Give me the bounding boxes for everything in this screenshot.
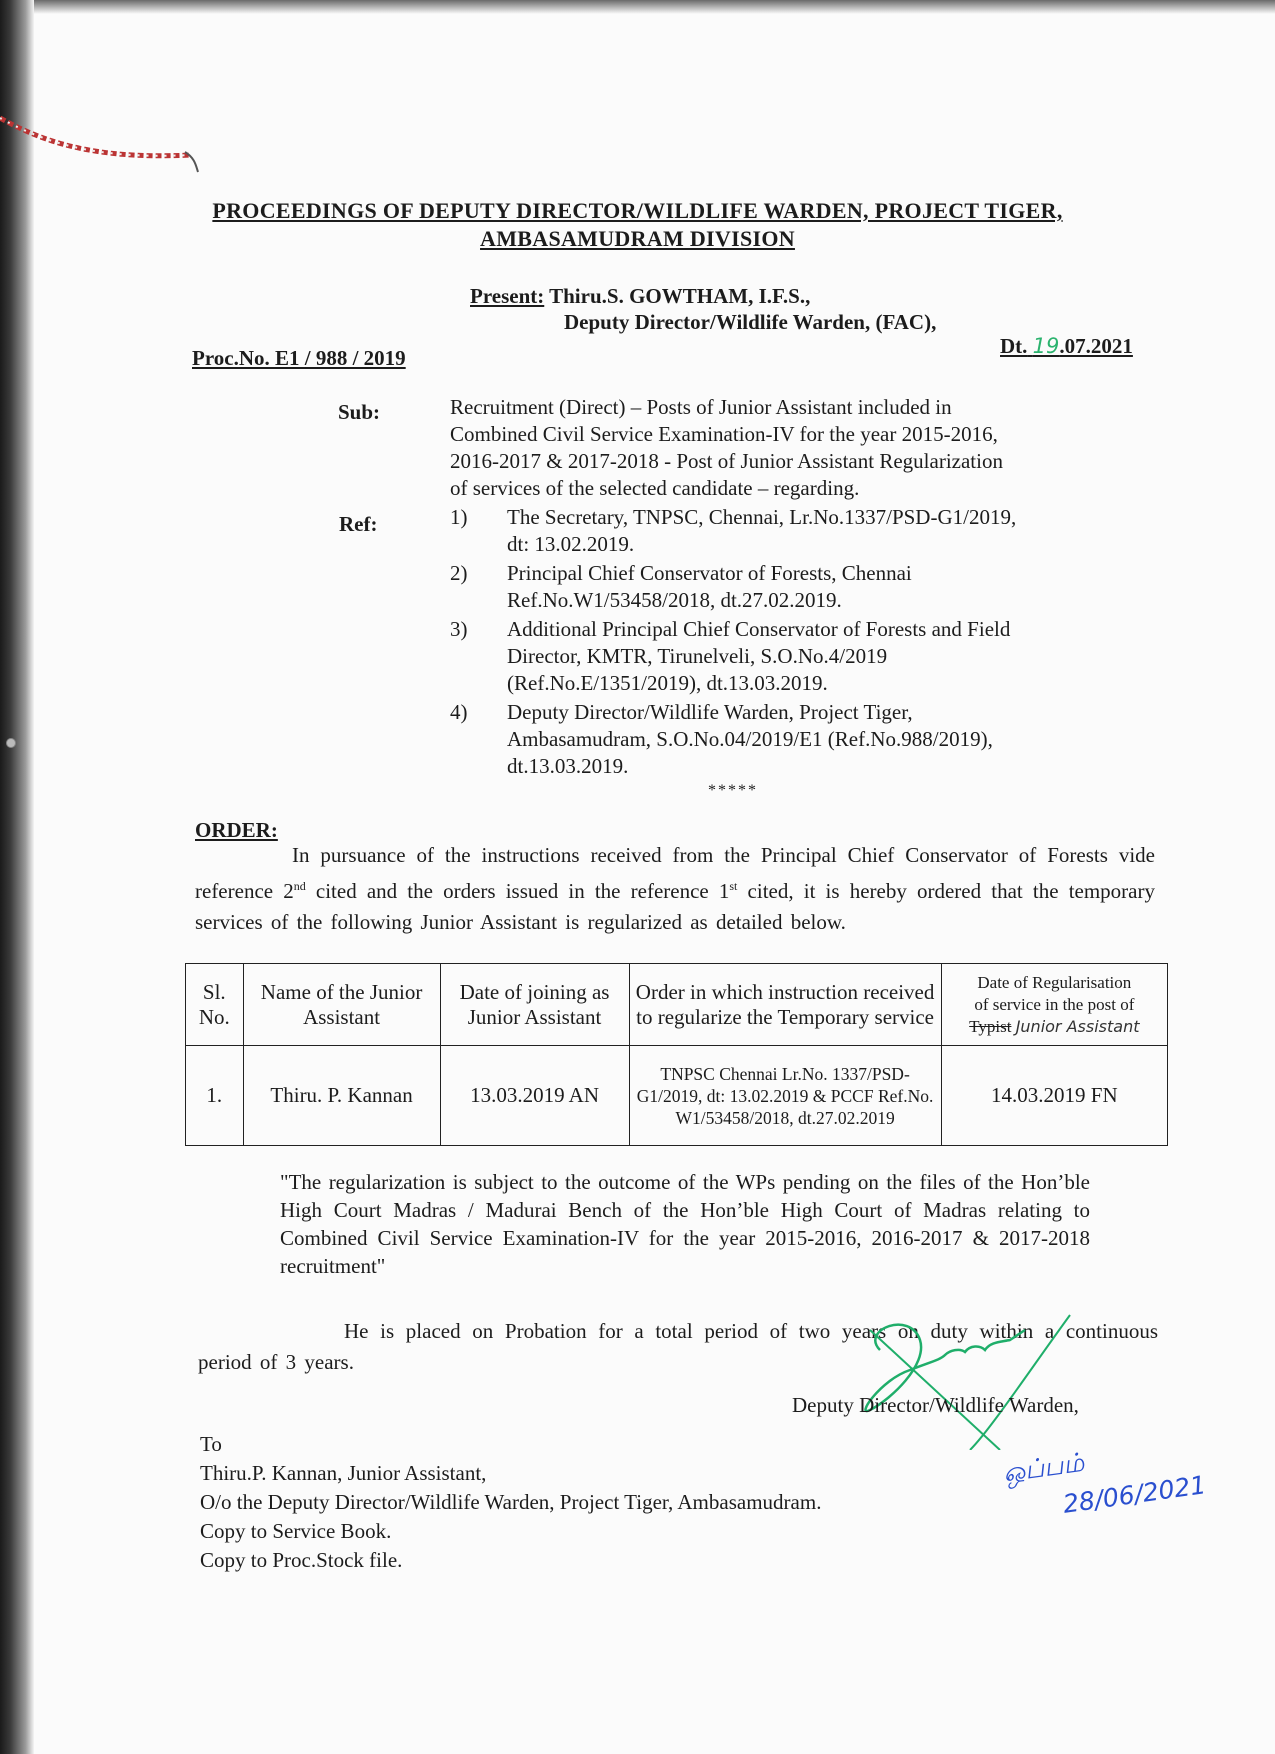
present-label: Present: xyxy=(470,284,545,308)
separator-stars: ***** xyxy=(708,782,758,799)
order-date xyxy=(1000,334,1133,359)
table-header-row xyxy=(186,964,1168,1046)
reference-line: The Secretary, TNPSC, Chennai, Lr.No.1337/PSD-G1/2019, xyxy=(507,505,1017,529)
subject-text xyxy=(450,394,1150,502)
cell-name: Thiru. P. Kannan xyxy=(243,1046,440,1146)
reference-line: dt.13.03.2019. xyxy=(507,754,629,778)
cell-regularisation-date: 14.03.2019 FN xyxy=(941,1046,1167,1146)
reference-line: Additional Principal Chief Conservator of Forests and Field xyxy=(507,617,1011,641)
officer-designation: Deputy Director/Wildlife Warden, (FAC), xyxy=(564,310,937,334)
reference-line: Ambasamudram, S.O.No.04/2019/E1 (Ref.No.988/2019), xyxy=(507,727,993,751)
present-block xyxy=(470,284,810,309)
signatory-designation: Deputy Director/Wildlife Warden, xyxy=(792,1393,1079,1417)
superscript: nd xyxy=(293,879,306,893)
order-text: cited, it is hereby ordered that the temporary services of the following Junior Assistant is regularized as detailed below. xyxy=(195,879,1155,934)
header-joining-date: Date of joining as Junior Assistant xyxy=(440,964,629,1046)
reference-item xyxy=(450,504,1150,558)
order-label: ORDER: xyxy=(195,818,278,842)
header-order: Order in which instruction received to regularize the Temporary service xyxy=(629,964,941,1046)
probation-statement: He is placed on Probation for a total period of two years on duty within a continuous period of 3 years. xyxy=(198,1319,1158,1374)
date-rest: .07.2021 xyxy=(1059,334,1133,358)
header-regularisation-line1: Date of Regularisation xyxy=(977,972,1132,992)
document-heading-line1: PROCEEDINGS OF DEPUTY DIRECTOR/WILDLIFE WARDEN, PROJECT TIGER, xyxy=(212,198,1063,223)
reference-item xyxy=(450,560,1150,614)
table-row xyxy=(186,1046,1168,1146)
regularization-table xyxy=(185,963,1168,1146)
to-line: Thiru.P. Kannan, Junior Assistant, xyxy=(200,1461,487,1485)
subject-line: Combined Civil Service Examination-IV for the year 2015-2016, xyxy=(450,422,998,446)
handwritten-correction: Junior Assistant xyxy=(1015,1016,1140,1036)
date-prefix: Dt. xyxy=(1000,334,1028,358)
to-block xyxy=(200,1430,821,1575)
reference-line: Deputy Director/Wildlife Warden, Project Tiger, xyxy=(507,700,913,724)
superscript: st xyxy=(729,879,738,893)
header-name: Name of the Junior Assistant xyxy=(243,964,440,1046)
reference-number: 3) xyxy=(450,617,468,641)
reference-item xyxy=(450,616,1150,697)
subject-line: Recruitment (Direct) – Posts of Junior Assistant included in xyxy=(450,395,952,419)
to-label: To xyxy=(200,1432,222,1456)
cell-joining-date: 13.03.2019 AN xyxy=(440,1046,629,1146)
reference-line: Principal Chief Conservator of Forests, Chennai xyxy=(507,561,912,585)
reference-label: Ref: xyxy=(339,512,378,536)
to-line: O/o the Deputy Director/Wildlife Warden, Project Tiger, Ambasamudram. xyxy=(200,1490,822,1514)
reference-item xyxy=(450,699,1150,780)
reference-number: 4) xyxy=(450,700,468,724)
header-regularisation-line2: of service in the post of xyxy=(974,994,1135,1014)
punch-hole xyxy=(6,738,16,748)
receipt-mark: ஒப்பம் xyxy=(1001,1447,1087,1489)
reference-line: dt: 13.02.2019. xyxy=(507,532,635,556)
handwritten-date-day: 19 xyxy=(1032,334,1060,358)
binding-thread xyxy=(0,100,210,180)
header-regularisation-date xyxy=(941,964,1167,1046)
subject-label: Sub: xyxy=(338,400,381,424)
receipt-date: 28/06/2021 xyxy=(1061,1470,1208,1519)
to-line: Copy to Service Book. xyxy=(200,1519,392,1543)
order-paragraph xyxy=(195,840,1155,938)
cell-sl-no: 1. xyxy=(186,1046,244,1146)
order-text: In pursuance of the instructions received from the Principal Chief Conservator of Forests vide reference 2 xyxy=(195,843,1155,903)
subject-line: of services of the selected candidate – regarding. xyxy=(450,476,860,500)
reference-number: 2) xyxy=(450,561,468,585)
subject-line: 2016-2017 & 2017-2018 - Post of Junior Assistant Regularization xyxy=(450,449,1003,473)
officer-name: Thiru.S. GOWTHAM, I.F.S., xyxy=(549,284,811,308)
signature-mark xyxy=(850,1310,1110,1450)
proc-number: Proc.No. E1 / 988 / 2019 xyxy=(192,346,406,370)
scan-top-shadow xyxy=(0,0,1275,14)
document-heading-line2: AMBASAMUDRAM DIVISION xyxy=(480,226,795,251)
order-text: cited and the orders issued in the reference 1 xyxy=(305,879,730,903)
struck-word: Typist xyxy=(969,1016,1012,1036)
regularization-condition: "The regularization is subject to the outcome of the WPs pending on the files of the Hon’ble High Court Madras / Madurai Bench of the Hon’ble High Court of Madras relating to Combined Civil Service Examination-IV for the year 2015-2016, 2016-2017 & 2017-2018 recruitment" xyxy=(280,1170,1090,1278)
reference-line: Director, KMTR, Tirunelveli, S.O.No.4/2019 xyxy=(507,644,888,668)
reference-line: Ref.No.W1/53458/2018, dt.27.02.2019. xyxy=(507,588,842,612)
scan-binding-shadow xyxy=(0,0,34,1754)
reference-line: (Ref.No.E/1351/2019), dt.13.03.2019. xyxy=(507,671,828,695)
reference-number: 1) xyxy=(450,505,468,529)
cell-order: TNPSC Chennai Lr.No. 1337/PSD-G1/2019, dt: 13.02.2019 & PCCF Ref.No. W1/53458/2018, dt.27.02.2019 xyxy=(629,1046,941,1146)
header-sl-no: Sl. No. xyxy=(186,964,244,1046)
reference-list xyxy=(450,504,1150,780)
to-line: Copy to Proc.Stock file. xyxy=(200,1548,403,1572)
